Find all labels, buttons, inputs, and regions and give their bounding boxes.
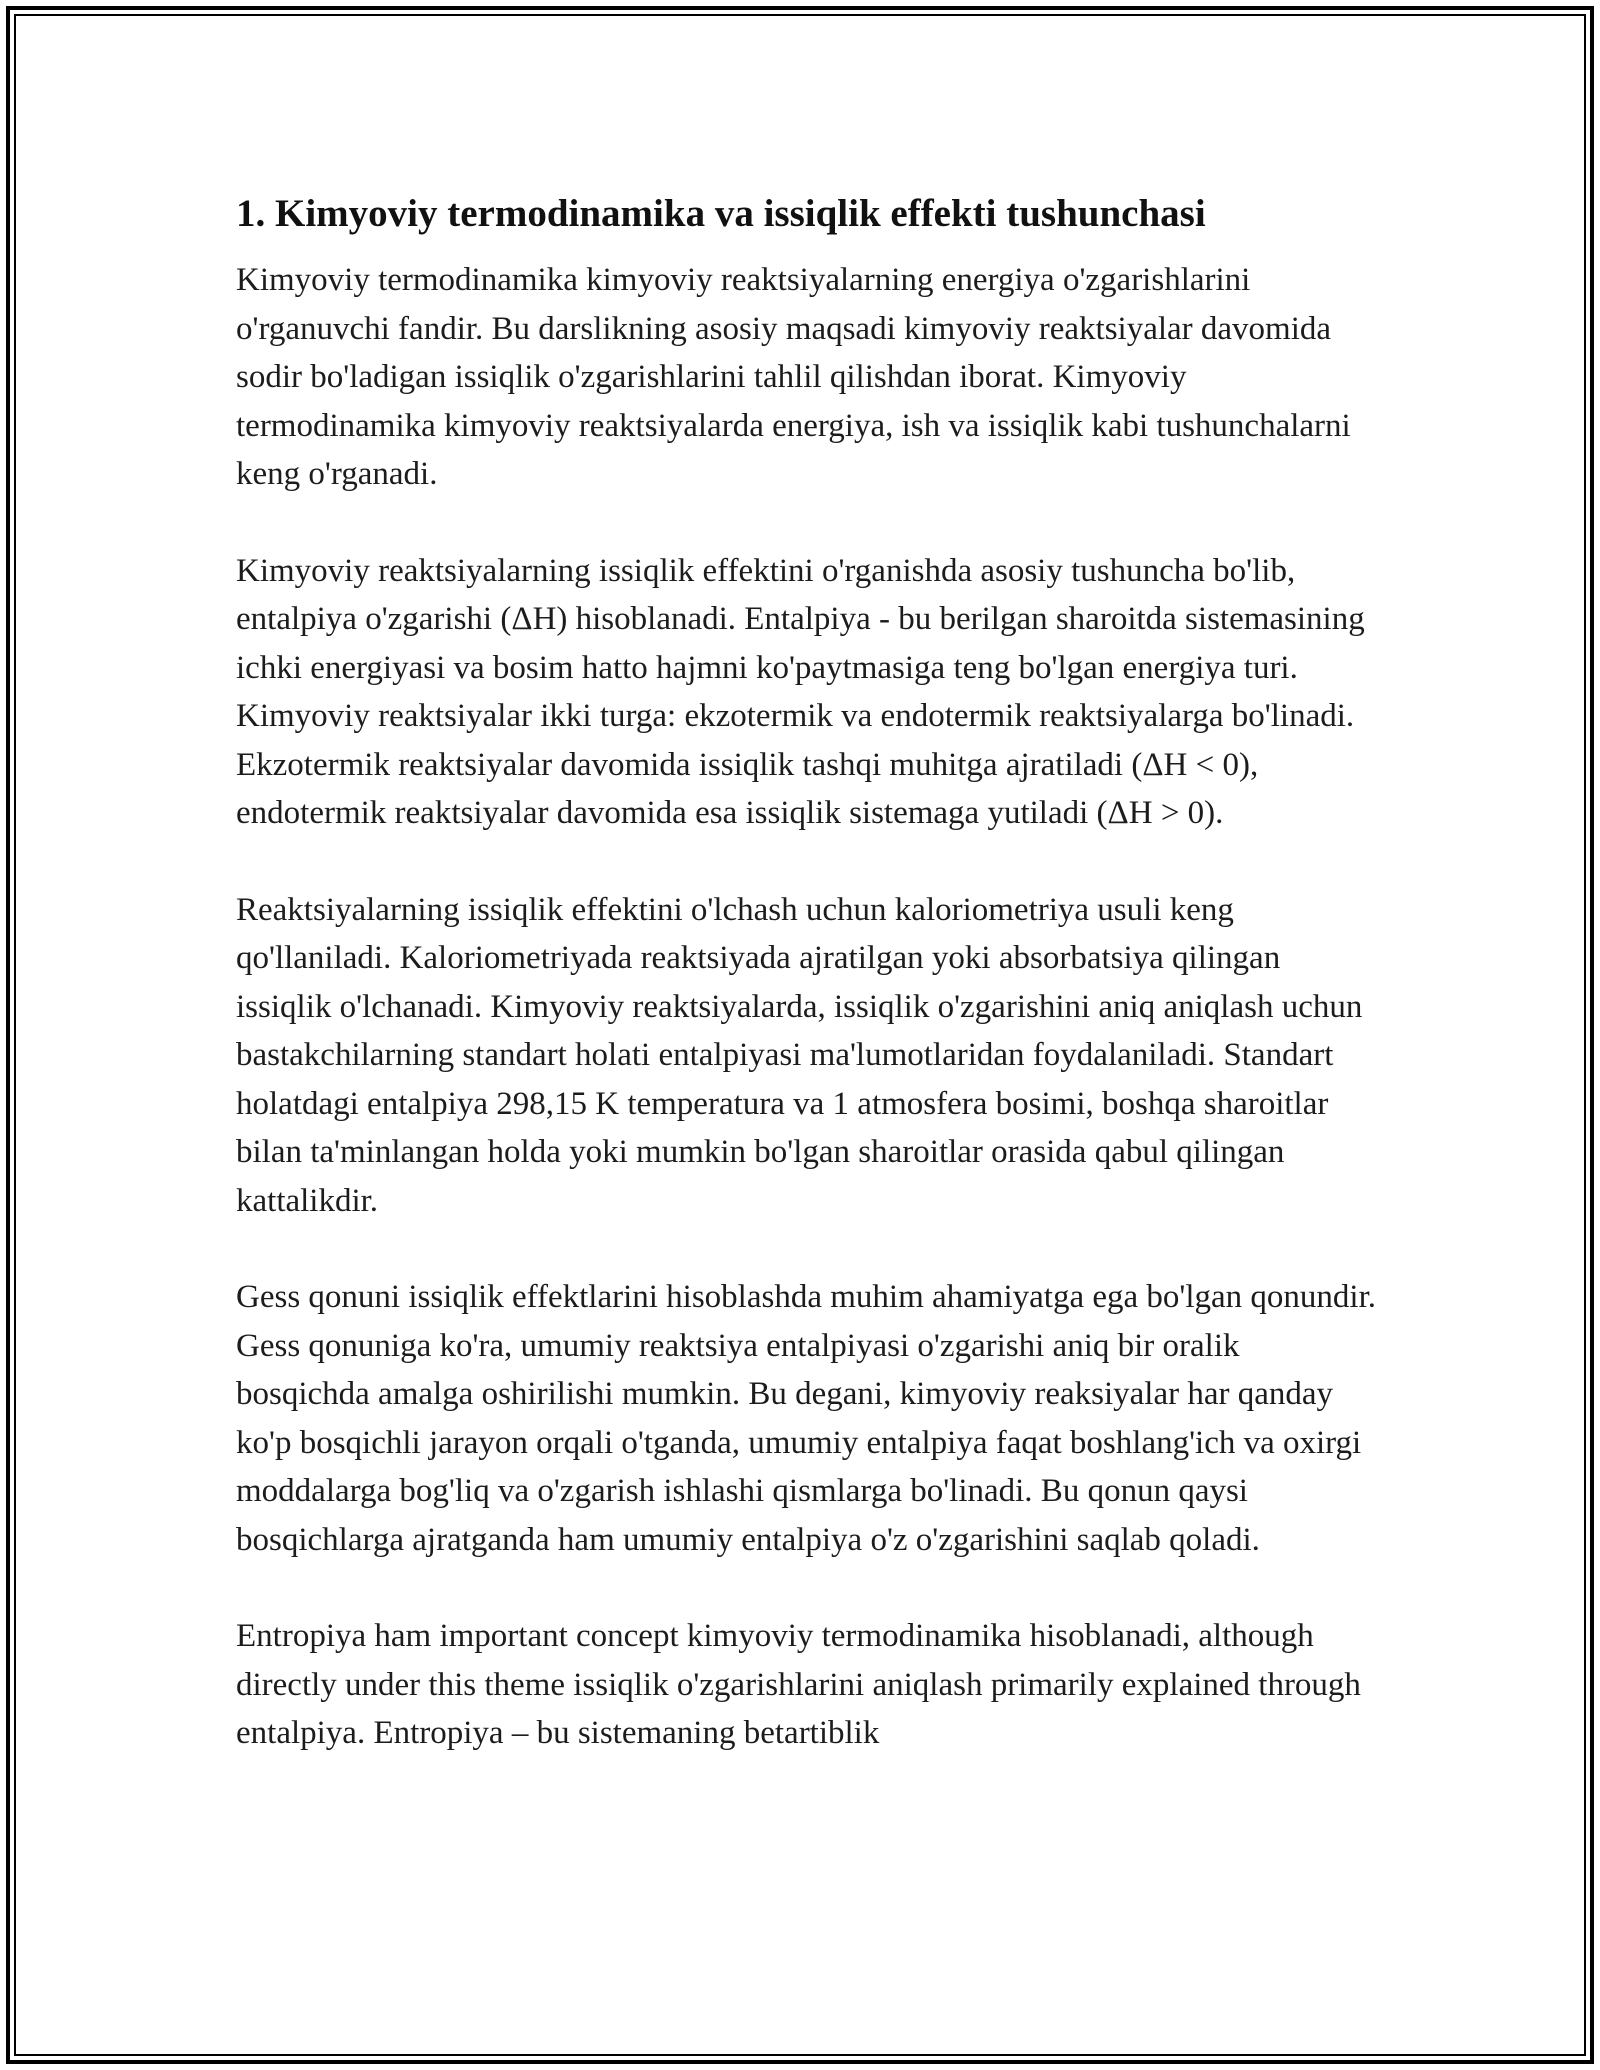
page-title: 1. Kimyoviy termodinamika va issiqlik effekti tushunchasi <box>236 192 1206 235</box>
paragraph-entropy: Entropiya ham important concept kimyoviy termodinamika hisoblanadi, although directly under this theme issiqlik o'zgarishlarini aniqlash primarily explained through entalpiya. Entropiya – bu sistemaning betartiblik <box>236 1618 1361 1751</box>
paragraph-hess-law: Gess qonuni issiqlik effektlarini hisoblashda muhim ahamiyatga ega bo'lgan qonundir. Gess qonuniga ko'ra, umumiy reaktsiya entalpiyasi o'zgarishi aniq bir oralik bosqichda amalga oshirilishi mumkin. Bu degani, kimyoviy reaksiyalar har qanday ko'p bosqichli jarayon orqali o'tganda, umumiy entalpiya faqat boshlang'ich va oxirgi moddalarga bog'liq va o'zgarish ishlashi qismlarga bo'linadi. Bu qonun qaysi bosqichlarga ajratganda ham umumiy entalpiya o'z o'zgarishini saqlab qoladi. <box>236 1279 1376 1558</box>
paragraph-calorimetry: Reaktsiyalarning issiqlik effektini o'lchash uchun kaloriometriya usuli keng qo'llaniladi. Kaloriometriyada reaktsiyada ajratilgan yoki absorbatsiya qilingan issiqlik o'lchanadi. Kimyoviy reaktsiyalarda, issiqlik o'zgarishini aniq aniqlash uchun bastakchilarning standart holati entalpiyasi ma'lumotlaridan foydalaniladi. Standart holatdagi entalpiya 298,15 K temperatura va 1 atmosfera bosimi, boshqa sharoitlar bilan ta'minlangan holda yoki mumkin bo'lgan sharoitlar orasida qabul qilingan kattalikdir. <box>236 891 1363 1219</box>
paragraph-enthalpy: Kimyoviy reaktsiyalarning issiqlik effektini o'rganishda asosiy tushuncha bo'lib, entalpiya o'zgarishi (ΔH) hisoblanadi. Entalpiya - bu berilgan sharoitda sistemasining ichki energiyasi va bosim hatto hajmni ko'paytmasiga teng bo'lgan energiya turi. Kimyoviy reaktsiyalar ikki turga: ekzotermik va endotermik reaktsiyalarga bo'linadi. Ekzotermik reaktsiyalar davomida issiqlik tashqi muhitga ajratiladi (ΔH < 0), endotermik reaktsiyalar davomida esa issiqlik sistemaga yutiladi (ΔH > 0). <box>236 552 1365 831</box>
paragraph-thermodynamics-intro: Kimyoviy termodinamika kimyoviy reaktsiyalarning energiya o'zgarishlarini o'rganuvchi fandir. Bu darslikning asosiy maqsadi kimyoviy reaktsiyalar davomida sodir bo'ladigan issiqlik o'zgarishlarini tahlil qilishdan iborat. Kimyoviy termodinamika kimyoviy reaktsiyalarda energiya, ish va issiqlik kabi tushunchalarni keng o'rganadi. <box>236 262 1351 492</box>
document-body <box>236 256 1376 1758</box>
document-page <box>236 188 1376 1758</box>
